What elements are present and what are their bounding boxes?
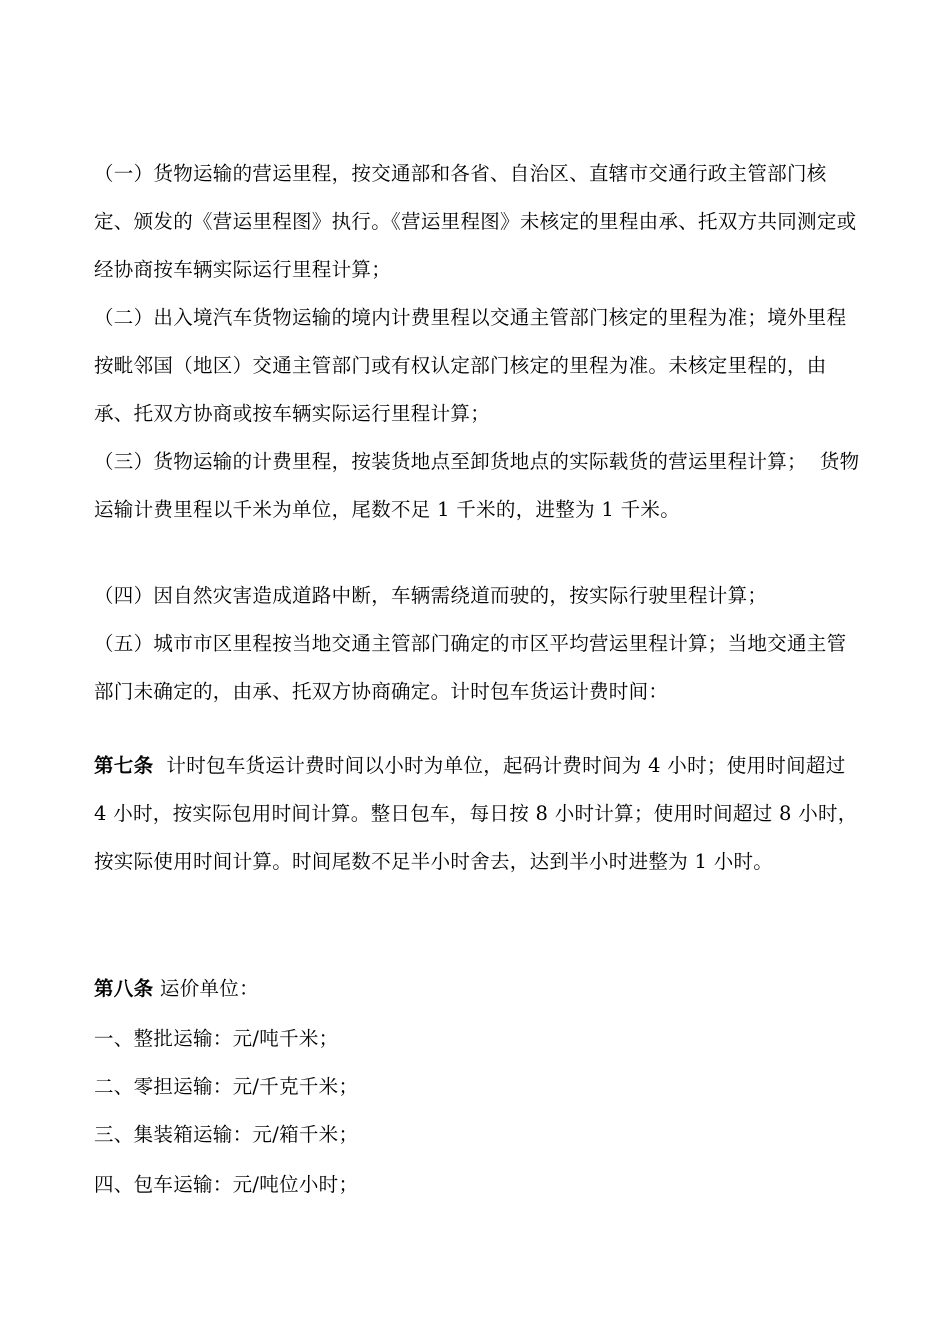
- article-8: [94, 965, 259, 1013]
- article-7-text: 计时包车货运计费时间以小时为单位，起码计费时间为 4 小时；使用时间超过 4 小时，按实际包用时间计算。整日包车，每日按 8 小时计算；使用时间超过 8 小时，按实际使用时间计算。时间尾数不足半小时舍去，达到半小时进整为 1 小时。: [94, 754, 858, 873]
- paragraph-3: （三）货物运输的计费里程，按装货地点至卸货地点的实际载货的营运里程计算； 货物运输计费里程以千米为单位，尾数不足 1 千米的，进整为 1 千米。: [94, 450, 860, 521]
- paragraph-1: （一）货物运输的营运里程，按交通部和各省、自治区、直辖市交通行政主管部门核定、颁发的《营运里程图》执行。《营运里程图》未核定的里程由承、托双方共同测定或经协商按车辆实际运行里程计算；: [94, 162, 857, 281]
- paragraph-2: （二）出入境汽车货物运输的境内计费里程以交通主管部门核定的里程为准；境外里程按毗邻国（地区）交通主管部门或有权认定部门核定的里程为准。未核定里程的，由承、托双方协商或按车辆实际运行里程计算；: [94, 306, 847, 425]
- article-7-heading: 第七条: [94, 754, 154, 777]
- list-item-1: 一、整批运输：元/吨千米；: [94, 1027, 339, 1050]
- article-7: [94, 742, 860, 886]
- list-item-4: 四、包车运输：元/吨位小时；: [94, 1173, 359, 1196]
- paragraph-4: （四）因自然灾害造成道路中断，车辆需绕道而驶的，按实际行驶里程计算；: [94, 584, 768, 607]
- list-item-2: 二、零担运输：元/千克千米；: [94, 1075, 359, 1098]
- list-item-3: 三、集装箱运输：元/箱千米；: [94, 1123, 359, 1146]
- article-8-text: 运价单位：: [153, 977, 259, 1000]
- paragraph-5: （五）城市市区里程按当地交通主管部门确定的市区平均营运里程计算；当地交通主管部门未确定的，由承、托双方协商确定。计时包车货运计费时间：: [94, 632, 847, 703]
- article-8-heading: 第八条: [94, 977, 154, 1000]
